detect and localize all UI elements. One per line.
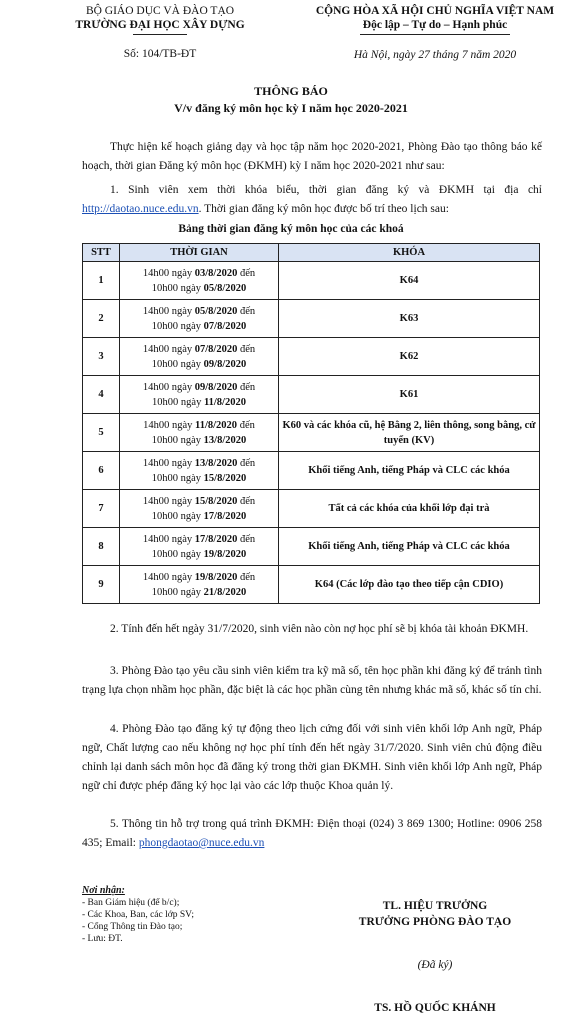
- row-course: K60 và các khóa cũ, hệ Bằng 2, liên thông, song bằng, cử tuyển (KV): [279, 414, 540, 452]
- header-left: [60, 4, 260, 61]
- row-stt: 4: [83, 376, 120, 414]
- row-time: 14h00 ngày 05/8/2020 đến 10h00 ngày 07/8/2020: [120, 300, 279, 338]
- item-4-paragraph: 4. Phòng Đào tạo đăng ký tự động theo lịch cứng đối với sinh viên khối lớp Anh ngữ, Pháp ngữ, Chất lượng cao nếu không nợ học phí tính đến hết ngày 31/7/2020. Sinh viên chủ động điều chỉnh lại danh sách môn học đã đăng ký trong thời gian ĐKMH. Sinh viên khối lớp Anh ngữ, Pháp ngữ chỉ được phép đăng ký học lại vào các lớp thuộc Khoa quản lý.: [82, 723, 542, 792]
- table-row: [83, 452, 540, 490]
- signature-title-2: TRƯỞNG PHÒNG ĐÀO TẠO: [358, 916, 512, 928]
- row-stt: 2: [83, 300, 120, 338]
- row-stt: 8: [83, 528, 120, 566]
- row-stt: 3: [83, 338, 120, 376]
- row-stt: 5: [83, 414, 120, 452]
- row-time: 14h00 ngày 03/8/2020 đến 10h00 ngày 05/8/2020: [120, 262, 279, 300]
- portal-link[interactable]: http://daotao.nuce.edu.vn: [82, 203, 199, 215]
- recipient-item: - Lưu: ĐT.: [82, 934, 123, 944]
- ministry-name: BỘ GIÁO DỤC VÀ ĐÀO TẠO: [85, 5, 235, 17]
- row-time: 14h00 ngày 17/8/2020 đến 10h00 ngày 19/8/2020: [120, 528, 279, 566]
- table-title: Bảng thời gian đăng ký môn học của các khoá: [178, 223, 404, 235]
- country-name: CỘNG HÒA XÃ HỘI CHỦ NGHĨA VIỆT NAM: [315, 5, 555, 17]
- row-stt: 6: [83, 452, 120, 490]
- national-motto: Độc lập – Tự do – Hạnh phúc: [362, 19, 508, 31]
- item-1-paragraph: 1. Sinh viên xem thời khóa biểu, thời gian đăng ký và ĐKMH tại địa chỉ http://daotao.nuce.edu.vn. Thời gian đăng ký môn học được bố trí theo lịch sau:: [82, 184, 542, 215]
- recipient-item: - Cổng Thông tin Đào tạo;: [82, 922, 183, 932]
- row-course: Khối tiếng Anh, tiếng Pháp và CLC các khóa: [279, 528, 540, 566]
- document-number: Số: 104/TB-ĐT: [123, 48, 197, 60]
- header-right: [300, 4, 570, 62]
- row-course: K63: [279, 300, 540, 338]
- recipients-heading: Nơi nhận:: [82, 885, 125, 896]
- table-row: [83, 300, 540, 338]
- row-time: 14h00 ngày 19/8/2020 đến 10h00 ngày 21/8/2020: [120, 566, 279, 604]
- table-row: [83, 262, 540, 300]
- intro-paragraph: Thực hiện kế hoạch giảng dạy và học tập năm học 2020-2021, Phòng Đào tạo thông báo kế hoạch, thời gian Đăng ký môn học (ĐKMH) kỳ I năm học 2020-2021 như sau:: [82, 141, 542, 172]
- signature-title-1: TL. HIỆU TRƯỞNG: [382, 900, 488, 912]
- header-stt: STT: [83, 244, 120, 262]
- email-link[interactable]: phongdaotao@nuce.edu.vn: [138, 837, 265, 849]
- row-stt: 9: [83, 566, 120, 604]
- row-course: Khối tiếng Anh, tiếng Pháp và CLC các khóa: [279, 452, 540, 490]
- row-time: 14h00 ngày 11/8/2020 đến 10h00 ngày 13/8/2020: [120, 414, 279, 452]
- header-course: KHÓA: [279, 244, 540, 262]
- header-time: THỜI GIAN: [120, 244, 279, 262]
- document-title: [0, 83, 582, 117]
- row-course: K64: [279, 262, 540, 300]
- row-course: Tất cả các khóa của khối lớp đại trà: [279, 490, 540, 528]
- recipient-item: - Các Khoa, Ban, các lớp SV;: [82, 910, 194, 920]
- recipient-item: - Ban Giám hiệu (để b/c);: [82, 898, 180, 908]
- item-2-paragraph: 2. Tính đến hết ngày 31/7/2020, sinh viên nào còn nợ học phí sẽ bị khóa tài khoản ĐKMH.: [110, 623, 529, 635]
- row-time: 14h00 ngày 09/8/2020 đến 10h00 ngày 11/8/2020: [120, 376, 279, 414]
- row-stt: 1: [83, 262, 120, 300]
- row-course: K62: [279, 338, 540, 376]
- header-rule-right: [360, 34, 510, 35]
- recipients-block: [82, 885, 272, 945]
- title-main: THÔNG BÁO: [254, 84, 328, 98]
- schedule-table: [82, 243, 540, 604]
- row-course: K61: [279, 376, 540, 414]
- place-date: Hà Nội, ngày 27 tháng 7 năm 2020: [353, 49, 517, 61]
- row-time: 14h00 ngày 13/8/2020 đến 10h00 ngày 15/8/2020: [120, 452, 279, 490]
- item-3-paragraph: 3. Phòng Đào tạo yêu cầu sinh viên kiểm tra kỹ mã số, tên học phần khi đăng ký để tránh tình trạng lựa chọn nhầm học phần, đặc biệt là các học phần cùng tên nhưng khác mã số, khác số tín chỉ.: [82, 665, 542, 696]
- signed-note: (Đã ký): [417, 959, 453, 971]
- table-row: [83, 338, 540, 376]
- table-row: [83, 490, 540, 528]
- row-time: 14h00 ngày 07/8/2020 đến 10h00 ngày 09/8/2020: [120, 338, 279, 376]
- table-header-row: [83, 244, 540, 262]
- signer-name: TS. HỒ QUỐC KHÁNH: [374, 1002, 496, 1014]
- table-row: [83, 414, 540, 452]
- table-row: [83, 566, 540, 604]
- row-stt: 7: [83, 490, 120, 528]
- item-5-paragraph: 5. Thông tin hỗ trợ trong quá trình ĐKMH: Điện thoại (024) 3 869 1300; Hotline: 0906 258 435; Email: phongdaotao@nuce.edu.vn: [82, 818, 542, 849]
- row-course: K64 (Các lớp đào tạo theo tiếp cận CDIO): [279, 566, 540, 604]
- table-row: [83, 528, 540, 566]
- school-name: TRƯỜNG ĐẠI HỌC XÂY DỰNG: [75, 19, 245, 31]
- table-row: [83, 376, 540, 414]
- header-rule-left: [133, 34, 187, 35]
- row-time: 14h00 ngày 15/8/2020 đến 10h00 ngày 17/8/2020: [120, 490, 279, 528]
- title-subject: V/v đăng ký môn học kỳ I năm học 2020-2021: [174, 101, 408, 115]
